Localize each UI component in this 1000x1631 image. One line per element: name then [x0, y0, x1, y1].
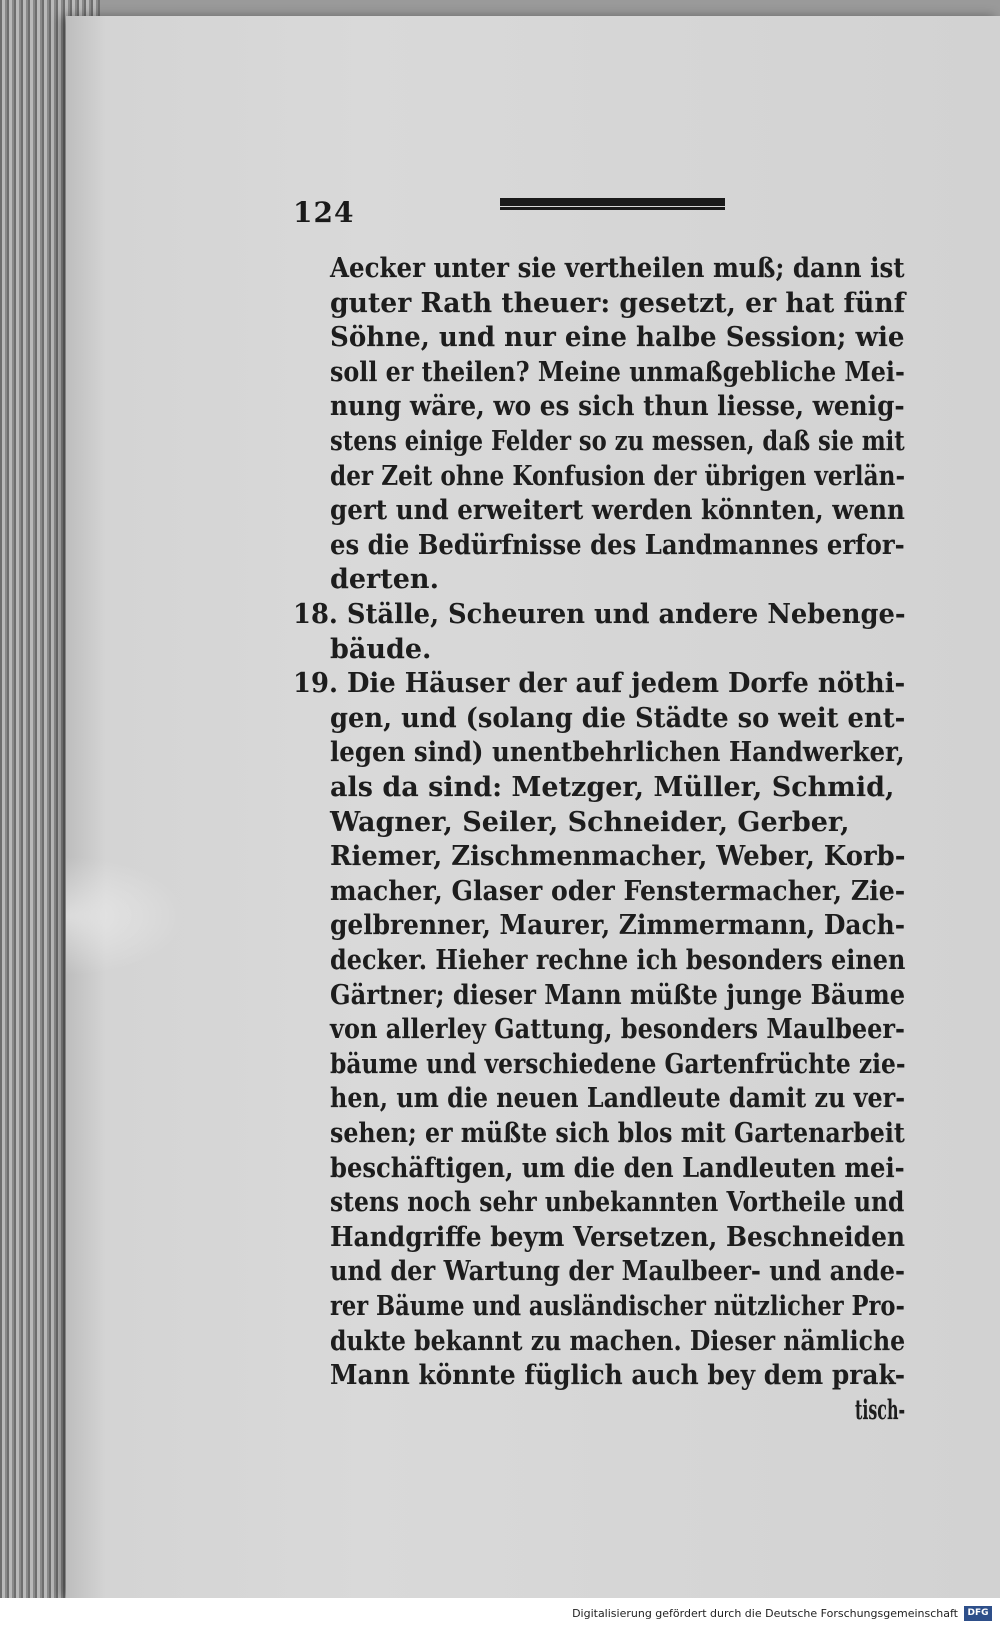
funding-credit: Digitalisierung gefördert durch die Deutsche Forschungsgemeinschaft: [572, 1607, 958, 1620]
text-line: Aecker unter sie vertheilen muß; dann ist: [330, 253, 905, 284]
text-line: dukte bekannt zu machen. Dieser nämliche: [330, 1326, 906, 1357]
text-line: derten.: [330, 564, 439, 595]
text-line: Söhne, und nur eine halbe Session; wie: [330, 322, 905, 353]
text-line: 19. Die Häuser der auf jedem Dorfe nöthi-: [293, 668, 906, 699]
text-line: sehen; er müßte sich blos mit Gartenarbeit: [330, 1118, 905, 1149]
text-line: nung wäre, wo es sich thun liesse, wenig-: [330, 391, 905, 422]
text-line: legen sind) unentbehrlichen Handwerker,: [330, 737, 905, 768]
text-line: beschäftigen, um die den Landleuten mei-: [330, 1153, 905, 1184]
text-line: Handgriffe beym Versetzen, Beschneiden: [330, 1222, 906, 1253]
text-line: von allerley Gattung, besonders Maulbeer-: [330, 1014, 906, 1045]
text-line: guter Rath theuer: gesetzt, er hat fünf: [330, 288, 906, 319]
text-line: gen, und (solang die Städte so weit ent-: [330, 703, 906, 734]
text-line: es die Bedürfnisse des Landmannes erfor-: [330, 530, 905, 561]
text-line: stens einige Felder so zu messen, daß sie mit: [330, 426, 905, 457]
text-line: der Zeit ohne Konfusion der übrigen verlän-: [330, 461, 906, 492]
page-number: 124: [293, 196, 355, 229]
text-line: macher, Glaser oder Fenstermacher, Zie-: [330, 876, 906, 907]
text-line: und der Wartung der Maulbeer- und ande-: [330, 1256, 905, 1287]
text-line: 18. Ställe, Scheuren und andere Nebenge-: [293, 599, 906, 630]
text-line: Wagner, Seiler, Schneider, Gerber,: [330, 807, 850, 838]
text-line: als da sind: Metzger, Müller, Schmid,: [330, 772, 895, 803]
header-rule: [500, 198, 725, 210]
text-line: bäume und verschiedene Gartenfrüchte zie-: [330, 1049, 906, 1080]
text-line: soll er theilen? Meine unmaßgebliche Mei-: [330, 357, 905, 388]
text-line: decker. Hieher rechne ich besonders einen: [330, 945, 906, 976]
footer-bar: [0, 1598, 1000, 1631]
text-line: rer Bäume und ausländischer nützlicher Pro-: [330, 1291, 905, 1322]
text-line: hen, um die neuen Landleute damit zu ver-: [330, 1083, 906, 1114]
dfg-logo: DFG: [964, 1606, 992, 1621]
text-line: Mann könnte füglich auch bey dem prak-: [330, 1360, 906, 1391]
text-line: Riemer, Zischmenmacher, Weber, Korb-: [330, 841, 906, 872]
text-line: gert und erweitert werden könnten, wenn: [330, 495, 905, 526]
page-fold-highlight: [66, 856, 186, 976]
text-line: stens noch sehr unbekannten Vortheile und: [330, 1187, 905, 1218]
text-line: bäude.: [330, 634, 432, 665]
text-line: tisch-: [855, 1395, 906, 1426]
text-line: gelbrenner, Maurer, Zimmermann, Dach-: [330, 910, 906, 941]
text-line: Gärtner; dieser Mann müßte junge Bäume: [330, 980, 906, 1011]
